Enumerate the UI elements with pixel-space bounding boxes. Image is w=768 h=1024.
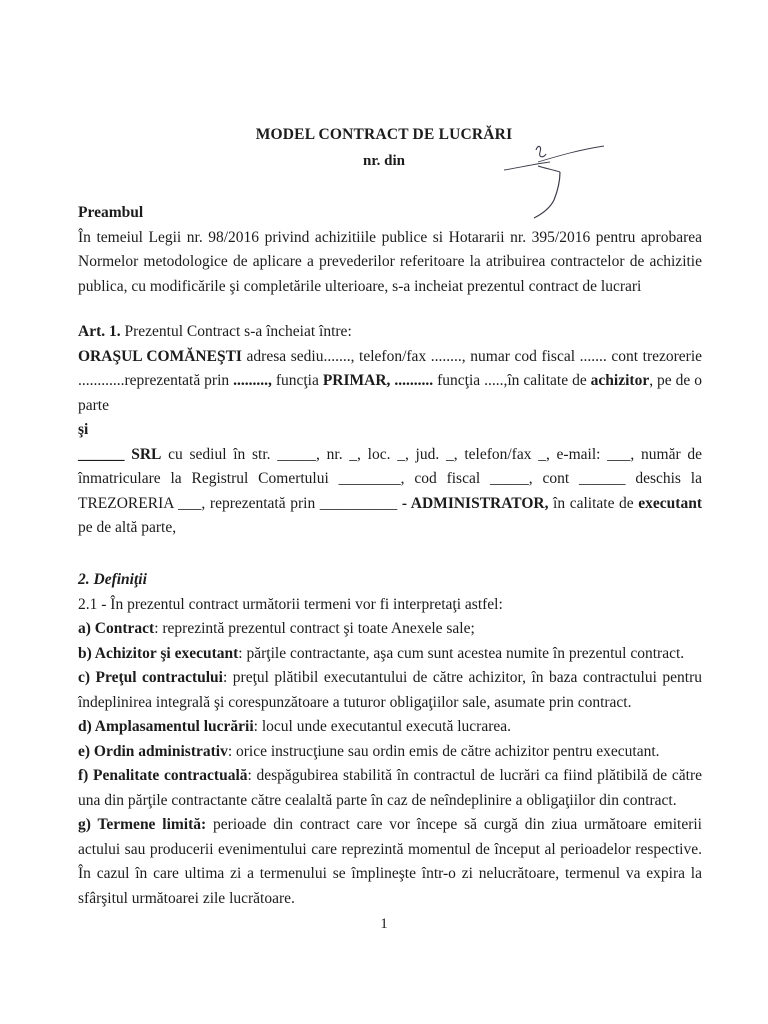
definition-term: d) Amplasamentul lucrării [78, 718, 254, 735]
party2-text-3: pe de altă parte, [78, 519, 177, 536]
definitions-intro: 2.1 - În prezentul contract următorii termeni vor fi interpretaţi astfel: [78, 595, 503, 613]
party2-quality: executant [638, 494, 702, 512]
definition-text: : preţul plătibil executantului de către achizitor, în baza contractului pentru îndeplinirea integrală şi corespunzătoare a tuturor obligaţiilor sale, asumate prin contract. [78, 669, 702, 711]
page-number: 1 [380, 916, 388, 932]
definition-text: : orice instrucţiune sau ordin emis de către achizitor pentru executant. [227, 742, 660, 760]
preamble-text: În temeiul Legii nr. 98/2016 privind achizitiile publice si Hotararii nr. 395/2016 pentru aprobarea Normelor metodologice de aplicare a prevederilor referitoare la atribuirea contractelor de achizitie publica, cu modificările şi completările ulterioare, s-a incheiat prezentul contract de lucrari [78, 228, 702, 295]
article1-intro [78, 320, 702, 345]
definition-item [78, 740, 702, 765]
party1-text-4: , pe de o parte [78, 372, 702, 414]
definition-term: g) Termene limită: [78, 816, 207, 833]
party1-name: ORAŞUL COMĂNEŞTI [78, 347, 242, 365]
definition-item [78, 666, 702, 715]
definition-text: : despăgubirea stabilită în contractul de lucrări ca fiind plătibilă de către una din părţile contractante către cealaltă parte în caz de neîndeplinire a obligaţiilor din contract. [78, 767, 702, 809]
preamble-section [78, 201, 702, 299]
party1-text-2: funcţia [275, 372, 323, 389]
party2-role: - ADMINISTRATOR, [401, 494, 549, 512]
definitions-section [78, 568, 702, 911]
conjunction: şi [78, 421, 89, 438]
definition-term: c) Preţul contractului [78, 669, 223, 686]
definition-term: b) Achizitor şi executant [78, 644, 239, 662]
party2-name: ______ SRL [78, 445, 162, 463]
party1-text-3: funcţia .....,în calitate de [433, 372, 591, 389]
definition-item [78, 813, 702, 911]
definition-term: e) Ordin administrativ [78, 742, 228, 760]
party1-role: PRIMAR, .......... [322, 372, 434, 389]
definition-text: perioade din contract care vor începe să curgă din ziua următoare emiterii actului sau producerii evenimentului care reprezintă momentul de început al perioadelor respective. În cazul în care ultima zi a termenului se împlineşte într-o zi nelucrătoare, termenul va expira la sfârşitul următoarei zile lucrătoare. [78, 816, 702, 907]
preamble-heading: Preambul [78, 204, 144, 221]
party2-text-2: în calitate de [548, 494, 639, 512]
definition-item [78, 617, 702, 642]
definition-term: a) Contract [78, 620, 155, 637]
party1-paragraph [78, 345, 702, 419]
document-title: MODEL CONTRACT DE LUCRĂRI [255, 126, 513, 143]
document-number: nr. din [363, 153, 405, 169]
definition-text: : locul unde executantul execută lucrarea. [253, 718, 512, 735]
definition-item [78, 642, 702, 667]
definition-term: f) Penalitate contractuală [78, 767, 248, 784]
definition-item [78, 715, 702, 740]
definition-item [78, 764, 702, 813]
party1-text-1: adresa sediu......., telefon/fax ........, numar cod fiscal ....... cont trezorerie ............reprezentată prin [78, 347, 703, 389]
party1-bold-1: ........., [233, 372, 276, 389]
article1-intro-text: Prezentul Contract s-a încheiat între: [120, 323, 352, 340]
article1-section [78, 320, 702, 541]
definition-text: : părţile contractante, aşa cum sunt acestea numite în prezentul contract. [238, 644, 685, 662]
definitions-heading: 2. Definiţii [78, 571, 147, 588]
party1-quality: achizitor [590, 372, 650, 389]
party2-text-1: cu sediul în str. _____, nr. _, loc. _, jud. _, telefon/fax _, e-mail: ___, număr de înmatriculare la Registrul Comertului ________, cod fiscal _____, cont ______ deschis la TREZORERIA ___, reprezentată prin __________ [78, 445, 702, 512]
definition-text: : reprezintă prezentul contract şi toate Anexele sale; [154, 620, 475, 637]
article1-heading: Art. 1. [78, 323, 121, 340]
party2-paragraph [78, 443, 702, 541]
